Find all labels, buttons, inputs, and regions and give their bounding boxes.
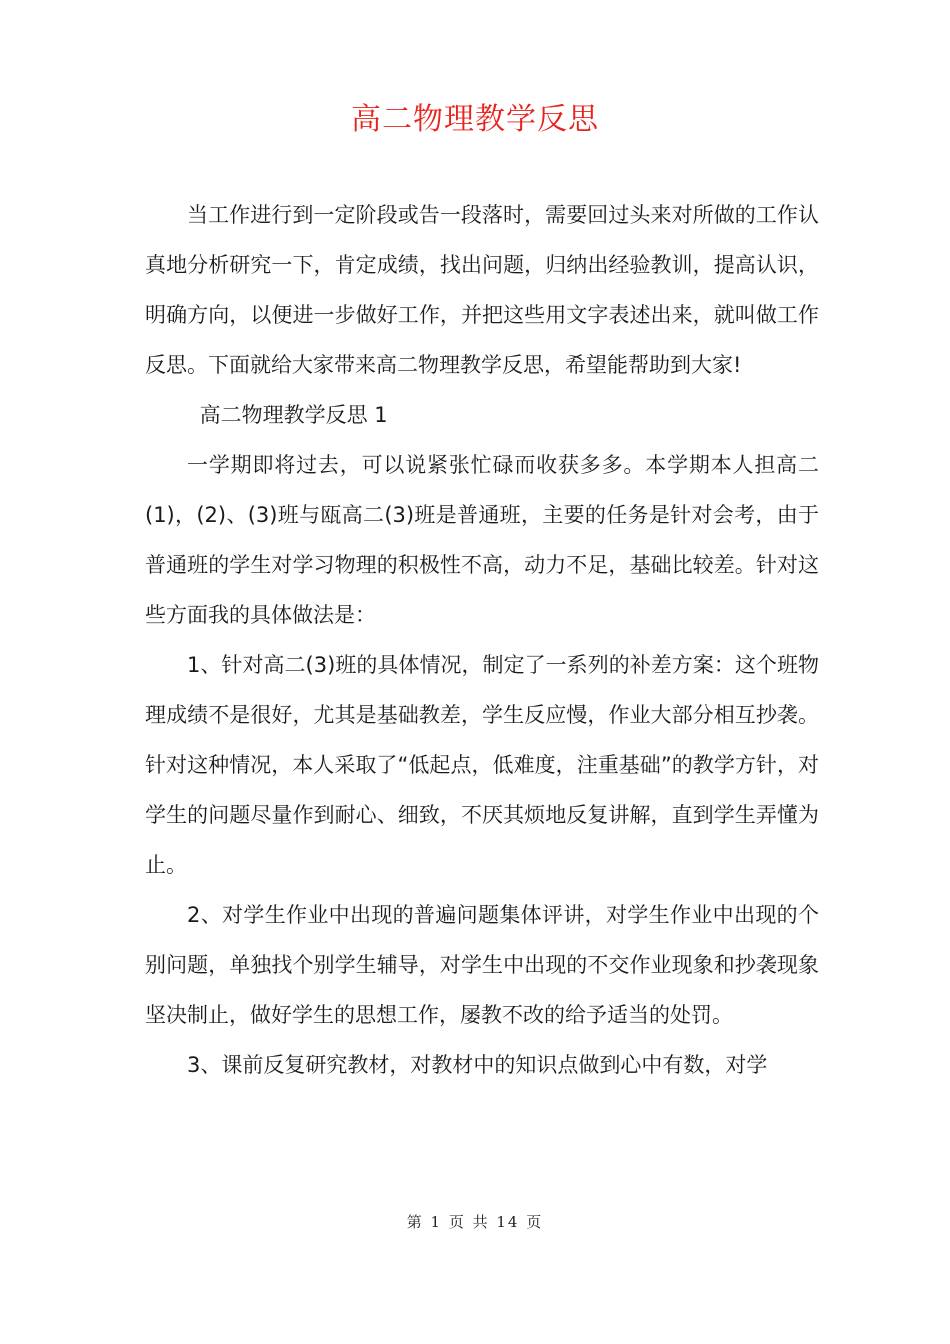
page-footer: 第 1 页 共 14 页 [406, 1213, 544, 1231]
section-heading: 高二物理教学反思 1 [199, 403, 388, 427]
document-title: 高二物理教学反思 [351, 102, 599, 137]
body-paragraph: 3、课前反复研究教材，对教材中的知识点做到心中有数，对学 [187, 1053, 768, 1077]
document-body [145, 190, 819, 1090]
body-paragraph: 一学期即将过去，可以说紧张忙碌而收获多多。本学期本人担高二(1)，(2)、(3)班与瓯高二(3)班是普通班，主要的任务是针对会考，由于普通班的学生对学习物理的积极性不高，动力不足，基础比较差。针对这些方面我的具体做法是： [145, 453, 819, 627]
body-paragraph: 1、针对高二(3)班的具体情况，制定了一系列的补差方案：这个班物理成绩不是很好，尤其是基础教差，学生反应慢，作业大部分相互抄袭。针对这种情况，本人采取了“低起点，低难度，注重基础”的教学方针，对学生的问题尽量作到耐心、细致，不厌其烦地反复讲解，直到学生弄懂为止。 [145, 653, 819, 877]
body-paragraph: 2、对学生作业中出现的普遍问题集体评讲，对学生作业中出现的个别问题，单独找个别学生辅导，对学生中出现的不交作业现象和抄袭现象坚决制止，做好学生的思想工作，屡教不改的给予适当的处罚。 [145, 903, 819, 1027]
intro-paragraph: 当工作进行到一定阶段或告一段落时，需要回过头来对所做的工作认真地分析研究一下，肯定成绩，找出问题，归纳出经验教训，提高认识，明确方向，以便进一步做好工作，并把这些用文字表述出来，就叫做工作反思。下面就给大家带来高二物理教学反思，希望能帮助到大家! [145, 203, 819, 377]
